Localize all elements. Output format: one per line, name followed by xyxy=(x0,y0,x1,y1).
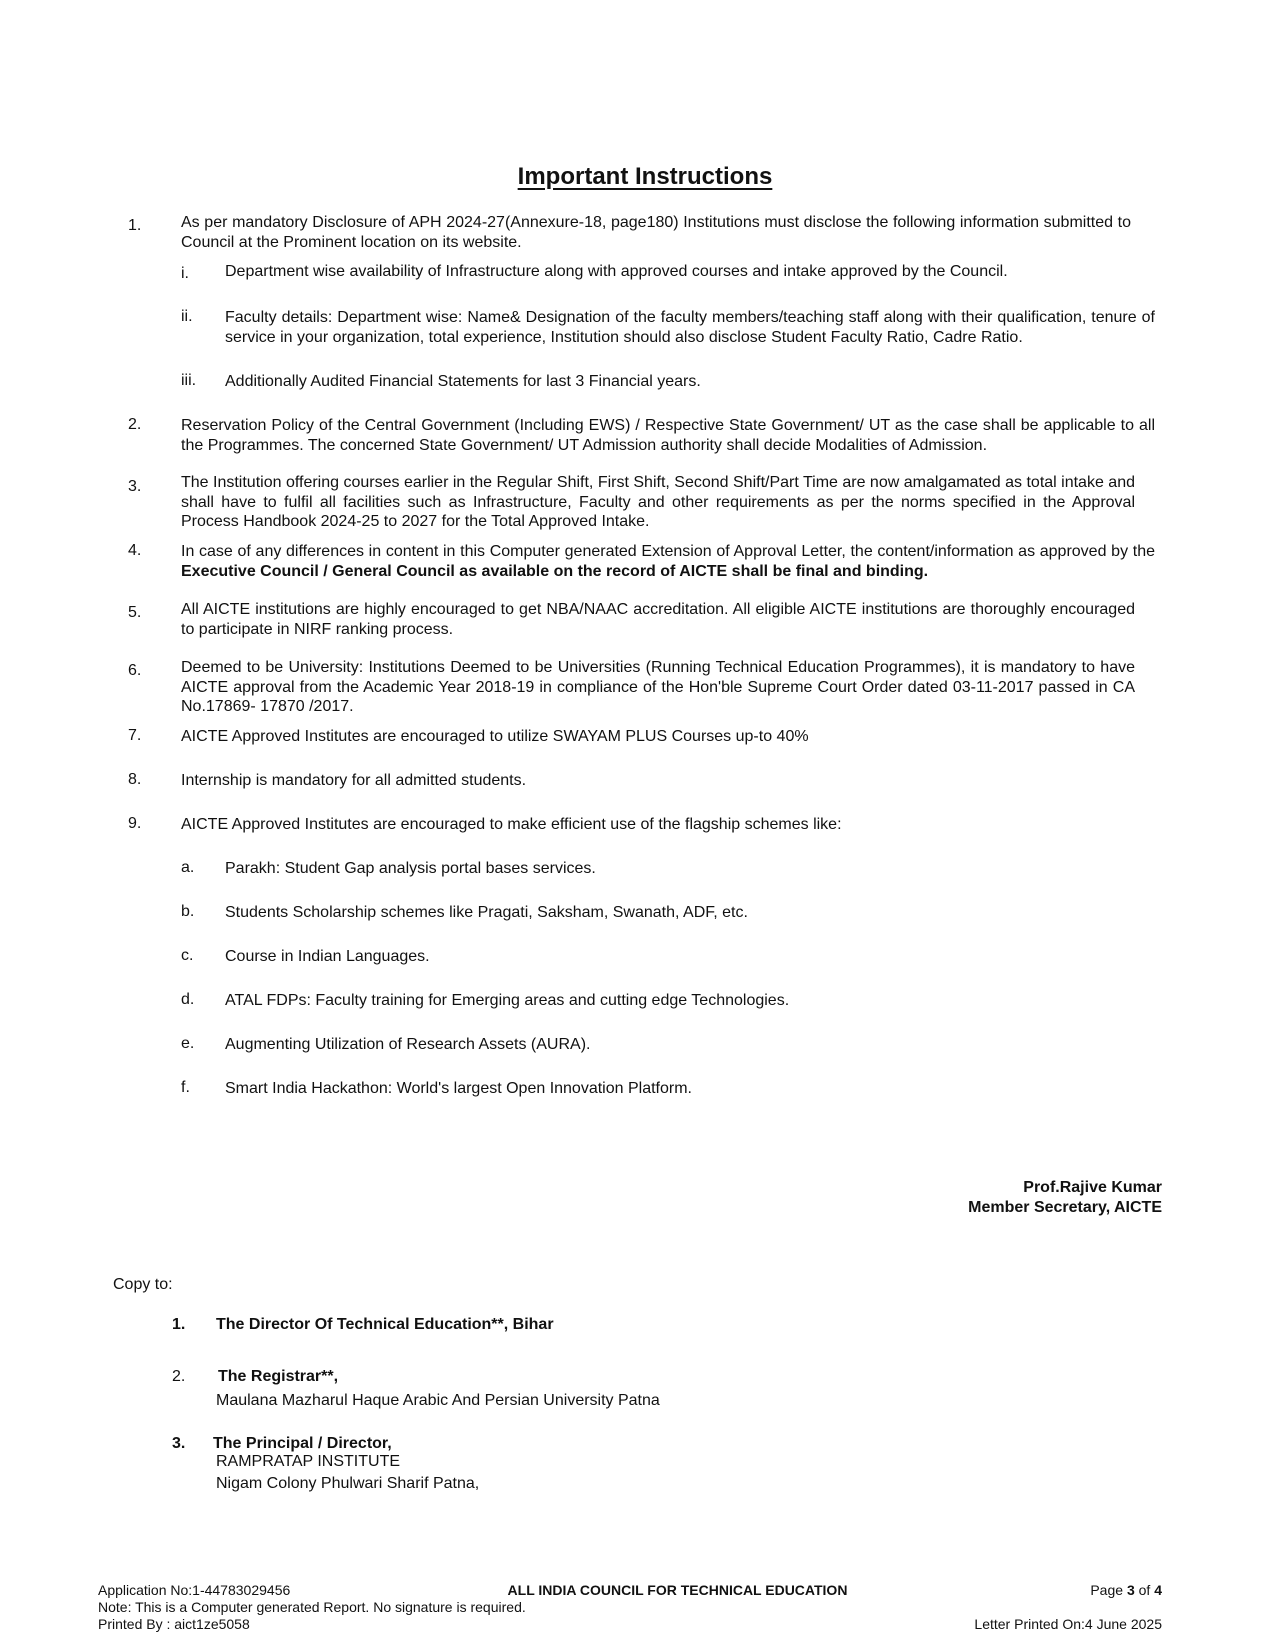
copy-to-recipient: The Principal / Director, xyxy=(213,1435,392,1452)
signatory-designation: Member Secretary, AICTE xyxy=(968,1199,1162,1216)
sub-item-text: Faculty details: Department wise: Name& Designation of the faculty members/teaching staff along with their qualification, tenure of service in your organization, total experience, Institution should also disclose Student Faculty Ratio, Cadre Ratio. xyxy=(225,309,1155,346)
scheme-item-text: Course in Indian Languages. xyxy=(225,948,430,965)
application-number: Application No:1-44783029456 xyxy=(98,1582,291,1598)
instruction-number: 3. xyxy=(128,478,142,495)
instruction-number: 4. xyxy=(128,542,142,559)
page-mid: of xyxy=(1134,1582,1155,1598)
instruction-text-regular: In case of any differences in content in this Computer generated Extension of Approval Letter, the content/information as approved by the xyxy=(181,543,1155,560)
copy-to-number: 1. xyxy=(172,1316,186,1333)
instruction-text: Reservation Policy of the Central Government (Including EWS) / Respective State Government/ UT as the case shall be applicable to all the Programmes. The concerned State Government/ UT Admission authority shall decide Modalities of Admission. xyxy=(181,417,1155,454)
instruction-number: 7. xyxy=(128,727,142,744)
instruction-number: 6. xyxy=(128,662,142,679)
instruction-text: As per mandatory Disclosure of APH 2024-27(Annexure-18, page180) Institutions must disclose the following information submitted to Council at the Prominent location on its website. xyxy=(181,214,1131,251)
instruction-number: 8. xyxy=(128,771,142,788)
page-total: 4 xyxy=(1154,1582,1162,1598)
page-prefix: Page xyxy=(1090,1582,1127,1598)
copy-to-address-line: RAMPRATAP INSTITUTE xyxy=(216,1453,401,1470)
instruction-text: Internship is mandatory for all admitted students. xyxy=(181,772,527,789)
scheme-item-text: Augmenting Utilization of Research Assets (AURA). xyxy=(225,1036,591,1053)
instruction-number: 2. xyxy=(128,416,142,433)
copy-to-recipient: The Director Of Technical Education**, Bihar xyxy=(216,1316,554,1333)
page-indicator xyxy=(1090,1582,1162,1599)
copy-to-recipient: The Registrar**, xyxy=(218,1368,339,1385)
signatory-name: Prof.Rajive Kumar xyxy=(1023,1179,1162,1196)
copy-to-address-line: Nigam Colony Phulwari Sharif Patna, xyxy=(216,1475,480,1492)
instruction-text: All AICTE institutions are highly encouraged to get NBA/NAAC accreditation. All eligible AICTE institutions are thoroughly encouraged to participate in NIRF ranking process. xyxy=(181,601,1135,638)
instruction-text: Deemed to be University: Institutions Deemed to be Universities (Running Technical Education Programmes), it is mandatory to have AICTE approval from the Academic Year 2018-19 in compliance of the Hon'ble Supreme Court Order dated 03-11-2017 passed in CA No.17869- 17870 /2017. xyxy=(181,659,1135,715)
sub-item-text: Department wise availability of Infrastructure along with approved courses and intake approved by the Council. xyxy=(225,263,1008,280)
signature-block xyxy=(968,1178,1162,1218)
sub-item-number: iii. xyxy=(181,372,197,389)
printed-by: Printed By : aict1ze5058 xyxy=(98,1616,250,1632)
page-current: 3 xyxy=(1126,1582,1135,1598)
scheme-item-letter: c. xyxy=(181,947,194,964)
scheme-item-letter: e. xyxy=(181,1035,195,1052)
sub-item-text: Additionally Audited Financial Statements for last 3 Financial years. xyxy=(225,373,701,390)
letter-printed-on: Letter Printed On:4 June 2025 xyxy=(974,1616,1162,1632)
scheme-item-letter: f. xyxy=(181,1079,190,1096)
copy-to-number: 3. xyxy=(172,1435,186,1452)
copy-to-number: 2. xyxy=(172,1368,186,1385)
instruction-number: 1. xyxy=(128,217,142,234)
instruction-text: AICTE Approved Institutes are encouraged to make efficient use of the flagship schemes like: xyxy=(181,816,842,833)
instruction-number: 5. xyxy=(128,604,142,621)
copy-to-label: Copy to: xyxy=(113,1276,173,1293)
instruction-text xyxy=(181,542,1155,581)
instruction-text: The Institution offering courses earlier in the Regular Shift, First Shift, Second Shift/Part Time are now amalgamated as total intake and shall have to fulfil all facilities such as Infrastructure, Faculty and other requirements as per the norms specified in the Approval Process Handbook 2024-25 to 2027 for the Total Approved Intake. xyxy=(181,474,1135,530)
scheme-item-text: Parakh: Student Gap analysis portal bases services. xyxy=(225,860,596,877)
sub-item-number: ii. xyxy=(181,308,193,325)
instruction-text-bold: Executive Council / General Council as available on the record of AICTE shall be final and binding. xyxy=(181,562,929,580)
scheme-item-letter: d. xyxy=(181,991,195,1008)
scheme-item-letter: b. xyxy=(181,903,195,920)
sub-item-number: i. xyxy=(181,265,189,282)
computer-generated-note: Note: This is a Computer generated Report. No signature is required. xyxy=(98,1599,526,1615)
footer-organization: ALL INDIA COUNCIL FOR TECHNICAL EDUCATION xyxy=(507,1582,848,1598)
scheme-item-text: ATAL FDPs: Faculty training for Emerging areas and cutting edge Technologies. xyxy=(225,992,790,1009)
scheme-item-letter: a. xyxy=(181,859,195,876)
page-title: Important Instructions xyxy=(517,163,773,190)
scheme-item-text: Students Scholarship schemes like Pragati, Saksham, Swanath, ADF, etc. xyxy=(225,904,748,921)
scheme-item-text: Smart India Hackathon: World's largest Open Innovation Platform. xyxy=(225,1080,692,1097)
instruction-number: 9. xyxy=(128,815,142,832)
instruction-text: AICTE Approved Institutes are encouraged to utilize SWAYAM PLUS Courses up-to 40% xyxy=(181,728,809,745)
copy-to-address-line: Maulana Mazharul Haque Arabic And Persian University Patna xyxy=(216,1392,660,1409)
